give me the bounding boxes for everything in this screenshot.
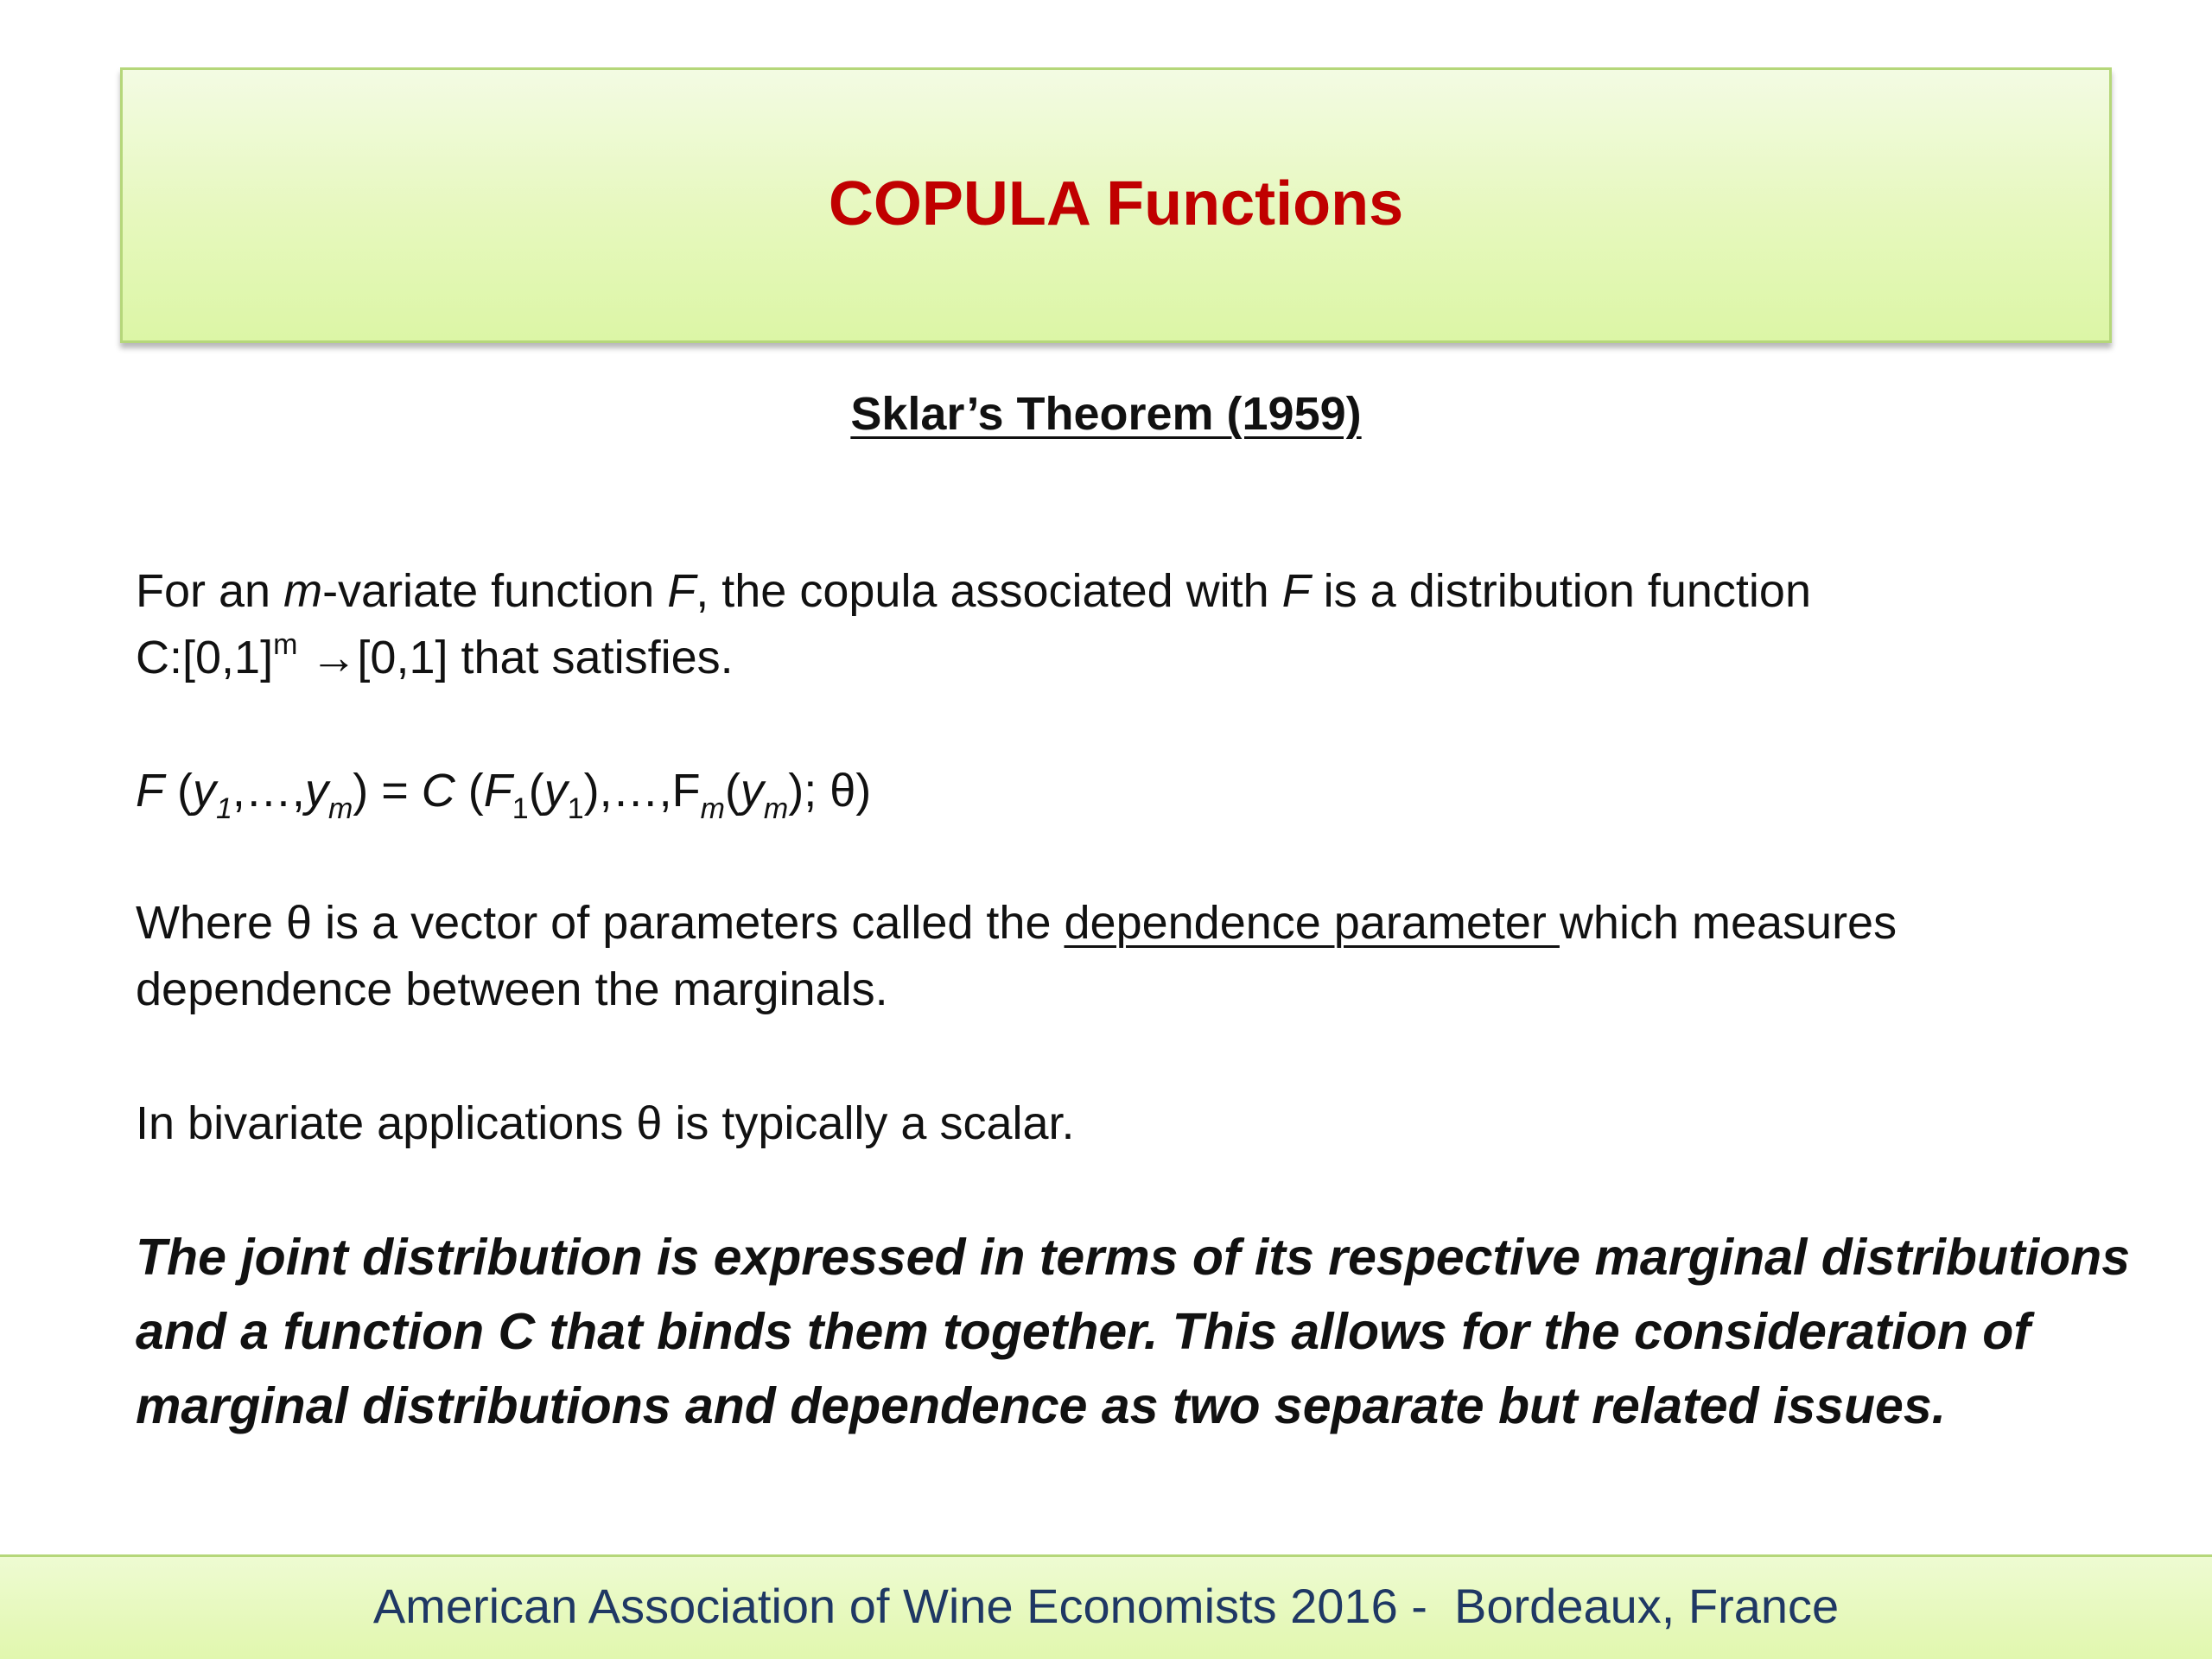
formula-part: ); θ) — [788, 765, 872, 817]
formula-subscript: m — [327, 792, 353, 825]
formula-subscript: 1 — [216, 792, 232, 825]
formula-part: C — [421, 765, 455, 817]
dependence-parameter-term: dependence parameter — [1064, 897, 1560, 949]
formula-part: y — [304, 765, 328, 817]
formula-part: y — [740, 765, 764, 817]
definition-text: is a distribution function — [1310, 565, 1811, 617]
definition-text: , the copula associated with — [696, 565, 1282, 617]
italic-m: m — [283, 565, 323, 617]
dependence-text: dependence between the marginals. — [136, 963, 888, 1015]
definition-text: -variate function — [322, 565, 668, 617]
title-box — [120, 67, 2112, 343]
emphasis-paragraph: The joint distribution is expressed in terms of its respective marginal distributions and a function C that binds them together. This allows for the consideration of marginal distributions and dependence as two separate but related issues. — [136, 1229, 2131, 1434]
definition-text: C:[0,1] — [136, 632, 274, 683]
dependence-paragraph — [136, 890, 2123, 1023]
formula-subscript: m — [700, 792, 725, 825]
formula-part: F — [136, 765, 164, 817]
definition-text: →[0,1] that satisfies. — [297, 632, 734, 683]
dependence-text: which measures — [1559, 897, 1897, 949]
formula-part: ( — [724, 765, 741, 817]
superscript-m: m — [273, 628, 298, 661]
footer-text: American Association of Wine Economists 2016 - Bordeaux, France — [372, 1578, 1840, 1633]
definition-text: For an — [136, 565, 284, 617]
footer-bar — [0, 1554, 2212, 1659]
italic-f: F — [667, 565, 696, 617]
formula-part: ( — [528, 765, 544, 817]
formula-part: ,…, — [232, 765, 305, 817]
formula-part: ( — [454, 765, 484, 817]
formula-subscript: 1 — [567, 792, 584, 825]
formula-part: ( — [164, 765, 193, 817]
slide-subtitle — [0, 387, 2212, 441]
formula-part: ),…,F — [583, 765, 701, 817]
formula-part: ) = — [353, 765, 422, 817]
definition-paragraph — [136, 558, 2123, 691]
formula-part: y — [193, 765, 216, 817]
sklar-formula — [136, 758, 2123, 824]
italic-f: F — [1281, 565, 1311, 617]
bivariate-note: In bivariate applications θ is typically a scalar. — [136, 1097, 1075, 1149]
dependence-text: Where θ is a vector of parameters called the — [136, 897, 1065, 949]
formula-subscript: 1 — [512, 792, 529, 825]
slide-title: COPULA Functions — [828, 168, 1404, 238]
formula-subscript: m — [763, 792, 789, 825]
subtitle-text: Sklar’s Theorem (1959) — [850, 388, 1362, 440]
formula-part: F — [483, 765, 512, 817]
formula-part: y — [543, 765, 568, 817]
